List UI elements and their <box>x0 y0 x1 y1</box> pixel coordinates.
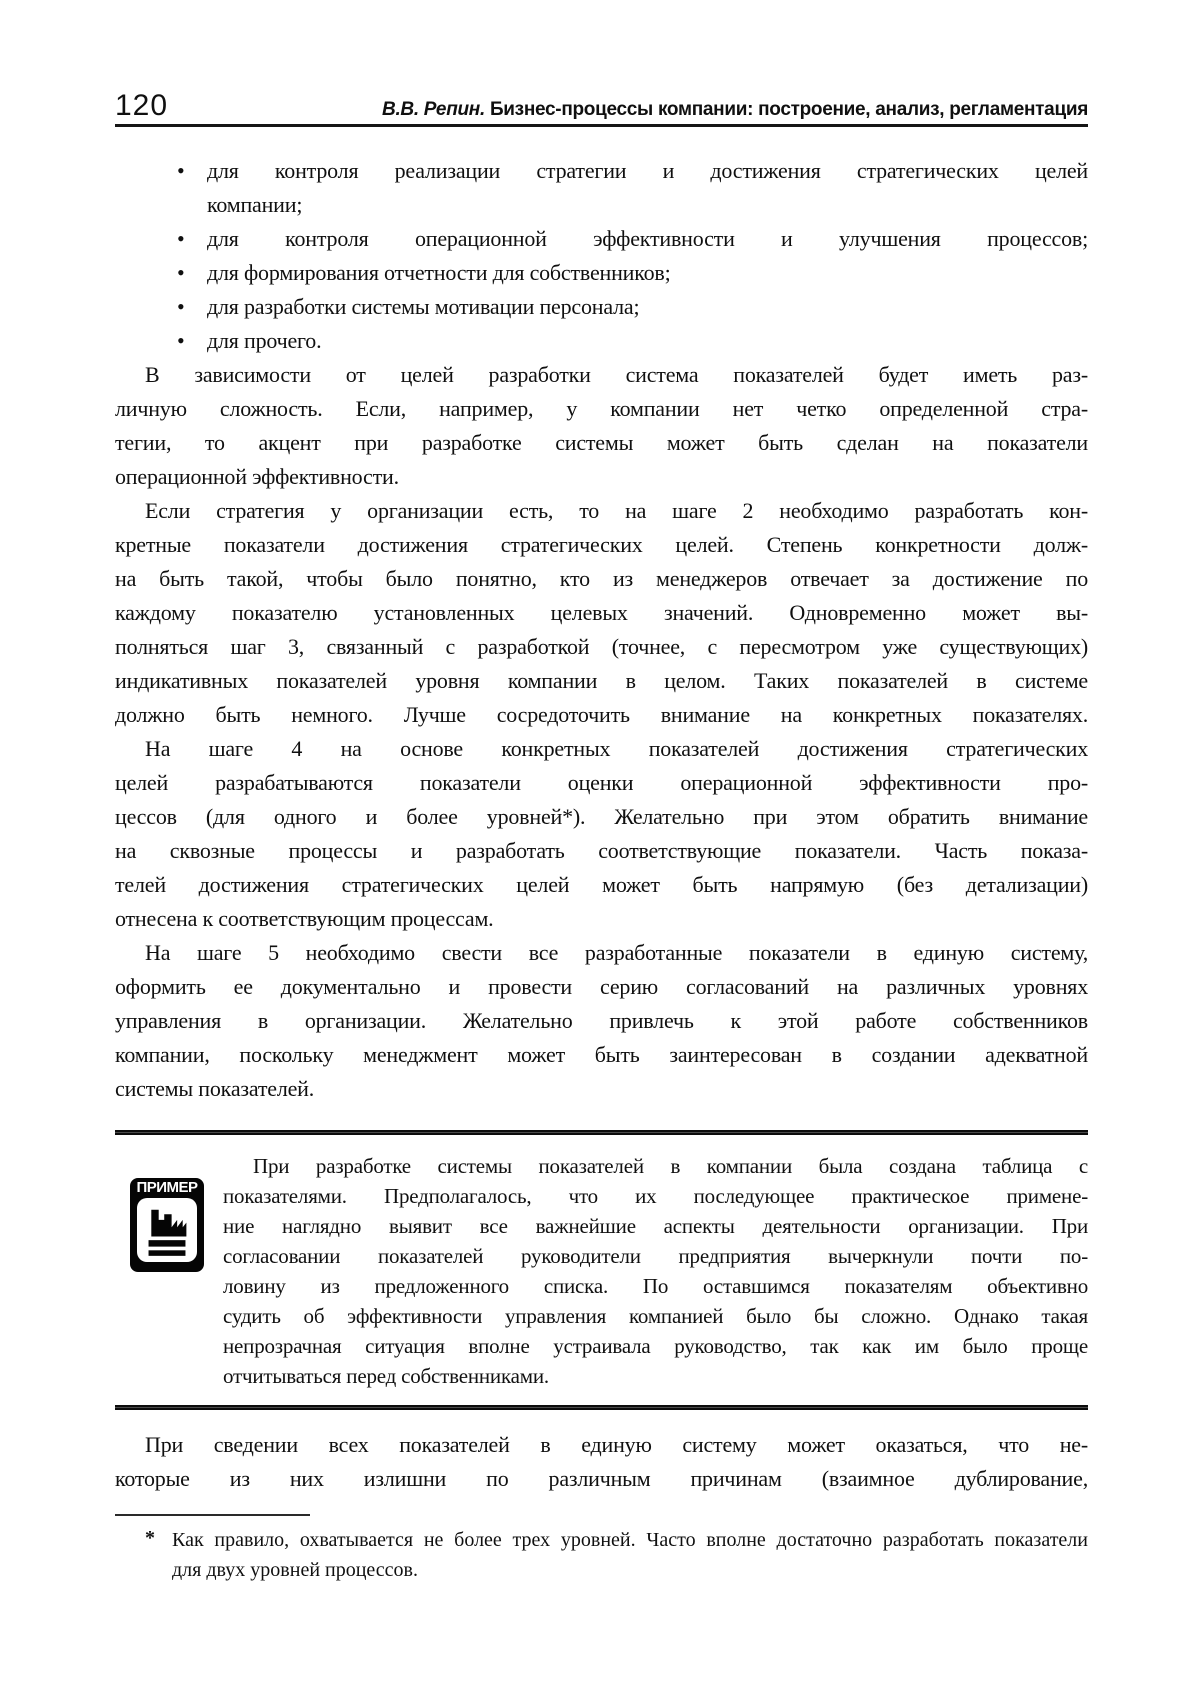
bullet-marker: • <box>177 294 185 319</box>
text-line: кретные показатели достижения стратегических целей. Степень конкретности долж- <box>115 532 1088 557</box>
text-line: оформить ее документально и провести серию согласований на различных уровнях <box>115 974 1088 999</box>
example-top-rule <box>115 1130 1088 1135</box>
text-line: личную сложность. Если, например, у компании нет четко определенной стра- <box>115 396 1088 421</box>
text-line: показателями. Предполагалось, что их последующее практическое примене- <box>223 1184 1088 1208</box>
text-line: ловину из предложенного списка. По оставшимся показателям объективно <box>223 1274 1088 1298</box>
example-bottom-rule <box>115 1405 1088 1410</box>
paragraph <box>115 936 1088 1106</box>
text-line: каждому показателю установленных целевых значений. Одновременно может вы- <box>115 600 1088 625</box>
text-line: должно быть немного. Лучше сосредоточить внимание на конкретных показателях. <box>115 702 1088 727</box>
text-line: компании; <box>207 192 303 217</box>
factory-icon <box>143 1203 191 1257</box>
paragraph <box>115 494 1088 732</box>
text-line: В зависимости от целей разработки система показателей будет иметь раз- <box>145 362 1088 387</box>
bullet-list <box>115 154 1088 358</box>
bullet-item <box>115 154 1088 222</box>
text-line: При разработке системы показателей в компании была создана таблица с <box>253 1154 1088 1178</box>
bullet-marker: • <box>177 226 185 251</box>
running-title-author: В.В. Репин. <box>382 99 485 120</box>
text-line: судить об эффективности управления компанией было бы сложно. Однако такая <box>223 1304 1088 1328</box>
text-line: тегии, то акцент при разработке системы может быть сделан на показатели <box>115 430 1088 455</box>
page-header <box>115 88 1088 127</box>
text-line: телей достижения стратегических целей может быть напрямую (без детализации) <box>115 872 1088 897</box>
text-line: отчитываться перед собственниками. <box>223 1364 549 1388</box>
bullet-marker: • <box>177 260 185 285</box>
bullet-marker: • <box>177 328 185 353</box>
text-line: для разработки системы мотивации персонала; <box>207 294 640 319</box>
bullet-item <box>115 256 1088 290</box>
text-line: для прочего. <box>207 328 322 353</box>
example-icon-box <box>137 1198 197 1262</box>
example-block <box>115 1151 1088 1391</box>
page-content <box>115 88 1088 1585</box>
page-number: 120 <box>115 89 169 122</box>
text-line: для контроля операционной эффективности и улучшения процессов; <box>207 226 1088 251</box>
text-line: на быть такой, чтобы было понятно, кто из менеджеров отвечает за достижение по <box>115 566 1088 591</box>
text-line: Если стратегия у организации есть, то на шаге 2 необходимо разработать кон- <box>145 498 1088 523</box>
text-line: При сведении всех показателей в единую систему может оказаться, что не- <box>145 1432 1088 1457</box>
text-line: которые из них излишни по различным причинам (взаимное дублирование, <box>115 1466 1088 1491</box>
example-text <box>223 1151 1088 1391</box>
example-icon-label: ПРИМЕР <box>136 1179 198 1196</box>
text-line: системы показателей. <box>115 1076 315 1101</box>
bullet-item <box>115 290 1088 324</box>
text-line: для формирования отчетности для собственников; <box>207 260 671 285</box>
running-title-text: Бизнес-процессы компании: построение, анализ, регламентация <box>484 99 1088 120</box>
bullet-item <box>115 222 1088 256</box>
text-line: согласовании показателей руководители предприятия вычеркнули почти по- <box>223 1244 1088 1268</box>
text-line: управления в организации. Желательно привлечь к этой работе собственников <box>115 1008 1088 1033</box>
running-title <box>382 99 1088 121</box>
text-line: для двух уровней процессов. <box>172 1559 418 1581</box>
text-line: полняться шаг 3, связанный с разработкой (точнее, с пересмотром уже существующих) <box>115 634 1088 659</box>
text-line: компании, поскольку менеджмент может быть заинтересован в создании адекватной <box>115 1042 1088 1067</box>
text-line: непрозрачная ситуация вполне устраивала руководство, так как им было проще <box>223 1334 1088 1358</box>
footnote-marker: * <box>145 1527 155 1549</box>
paragraph <box>115 732 1088 936</box>
bullet-item <box>115 324 1088 358</box>
text-line: цессов (для одного и более уровней*). Желательно при этом обратить внимание <box>115 804 1088 829</box>
text-line: На шаге 4 на основе конкретных показателей достижения стратегических <box>145 736 1088 761</box>
bullet-marker: • <box>177 158 185 183</box>
text-line: операционной эффективности. <box>115 464 399 489</box>
text-line: Как правило, охватывается не более трех уровней. Часто вполне достаточно разработать показатели <box>172 1529 1088 1551</box>
text-line: отнесена к соответствующим процессам. <box>115 906 494 931</box>
example-icon <box>130 1178 204 1272</box>
paragraph <box>115 1428 1088 1496</box>
text-line: ние наглядно выявит все важнейшие аспекты деятельности организации. При <box>223 1214 1088 1238</box>
text-line: индикативных показателей уровня компании в целом. Таких показателей в системе <box>115 668 1088 693</box>
footnote <box>115 1525 1088 1585</box>
text-line: целей разрабатываются показатели оценки операционной эффективности про- <box>115 770 1088 795</box>
text-line: на сквозные процессы и разработать соответствующие показатели. Часть показа- <box>115 838 1088 863</box>
footnote-rule <box>115 1514 310 1516</box>
text-line: для контроля реализации стратегии и достижения стратегических целей <box>207 158 1088 183</box>
text-line: На шаге 5 необходимо свести все разработанные показатели в единую систему, <box>145 940 1088 965</box>
footnote-text <box>172 1525 1088 1585</box>
paragraph <box>115 358 1088 494</box>
